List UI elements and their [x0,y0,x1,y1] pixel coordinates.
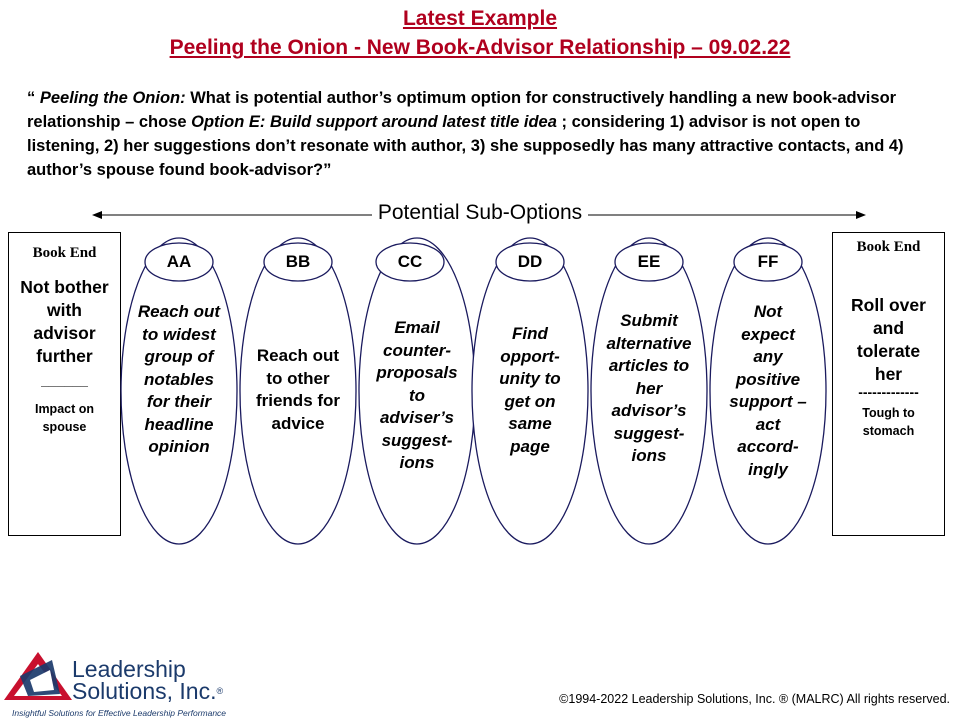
option-line: page [510,436,550,456]
right-bookend-note-line: Tough to [862,406,915,420]
left-bookend-separator: ______ [41,372,88,388]
option-line: friends for [255,391,341,410]
option-line: Submit [620,311,678,330]
option-line: same [508,414,552,433]
right-bookend-heading: Book End [856,239,921,255]
option-line: adviser’s [379,408,455,427]
left-bookend-line: further [36,346,93,366]
right-bookend-line: Roll over [851,295,926,315]
option-text-ff [713,301,823,481]
option-line: alternative [606,333,692,353]
option-text-bb [243,345,353,435]
option-line: articles to [608,356,690,375]
left-bookend-line: Not bother [20,277,109,297]
left-bookend-line: advisor [33,323,96,343]
question-part2: ; considering 1) advisor is not open to listening, 2) her suggestions don’t resonate with author, 3) she supposedly has many attractive contacts, and 4) author’s spouse found book-advisor?” [27,113,904,179]
question-lead: Peeling the Onion: [39,89,186,107]
right-bookend-line: her [874,364,903,384]
option-line: Reach out [256,346,340,365]
left-bookend-note-line: spouse [42,420,87,434]
option-line: group of [144,347,214,366]
option-line: Find [512,324,548,343]
option-label-bb: BB [285,252,311,271]
option-line: accord- [737,437,799,456]
left-bookend-line: with [47,300,82,320]
option-label-aa: AA [166,252,192,271]
slide-subtitle: Peeling the Onion - New Book-Advisor Relationship – 09.02.22 [169,36,791,59]
left-bookend-heading: Book End [32,245,97,261]
logo-name-line2: Solutions, Inc. [72,678,217,704]
logo-name-line2-wrap [72,680,223,702]
option-line: support – [729,392,807,411]
arrow-label-text: Potential Sub-Options [372,201,588,224]
right-bookend-note-line: stomach [862,424,915,438]
option-line: ions [631,446,667,465]
company-logo-mark [0,650,75,710]
option-line: Email [394,318,440,337]
option-label-cc: CC [397,252,423,271]
option-line: opinion [148,437,210,456]
question-part1: What is potential author’s optimum option for constructively handling a new book-advisor relationship – chose [27,89,897,131]
company-logo-name [72,658,223,702]
option-line: Reach out [137,302,221,321]
option-line: ions [399,453,435,472]
option-line: any [753,347,783,366]
option-line: counter- [383,340,451,360]
option-line: her [635,378,663,398]
option-text-cc [362,317,472,475]
option-line: proposals [376,363,458,382]
option-label-ff: FF [757,252,779,271]
option-label-ee: EE [637,252,661,271]
option-line: advice [271,413,325,433]
option-text-aa [124,301,234,459]
option-line: suggest- [613,423,685,443]
left-bookend-note-line: Impact on [34,402,95,416]
option-line: expect [741,324,795,344]
option-text-ee [594,310,704,468]
option-line: to widest [142,324,216,344]
option-line: opport- [500,346,560,366]
option-label-dd: DD [517,252,543,271]
option-line: unity to [499,369,561,388]
logo-name-line1: Leadership [72,656,186,682]
option-line: notables [144,369,214,389]
right-bookend-separator: ------------- [858,384,919,400]
question-open-quote: “ [27,89,40,107]
option-line: act [755,414,781,434]
option-line: positive [735,369,801,389]
right-bookend-line: and [872,318,905,338]
copyright-notice: ©1994-2022 Leadership Solutions, Inc. ® (MALRC) All rights reserved. [559,692,950,706]
option-line: ingly [748,459,788,479]
question-option: Option E: Build support around latest title idea [191,113,557,131]
option-line: advisor’s [611,401,687,420]
option-line: to [408,385,426,405]
option-line: headline [144,414,214,434]
slide-title: Latest Example [402,7,558,30]
option-line: get on [504,391,556,411]
logo-registered-mark: ® [216,686,224,696]
option-text-dd [475,323,585,458]
option-line: to other [266,368,330,388]
option-line: for their [146,392,212,411]
option-line: Not [753,302,783,321]
right-bookend-line: tolerate [856,341,921,361]
company-tagline: Insightful Solutions for Effective Leadership Performance [12,708,227,718]
option-line: suggest- [381,430,453,450]
